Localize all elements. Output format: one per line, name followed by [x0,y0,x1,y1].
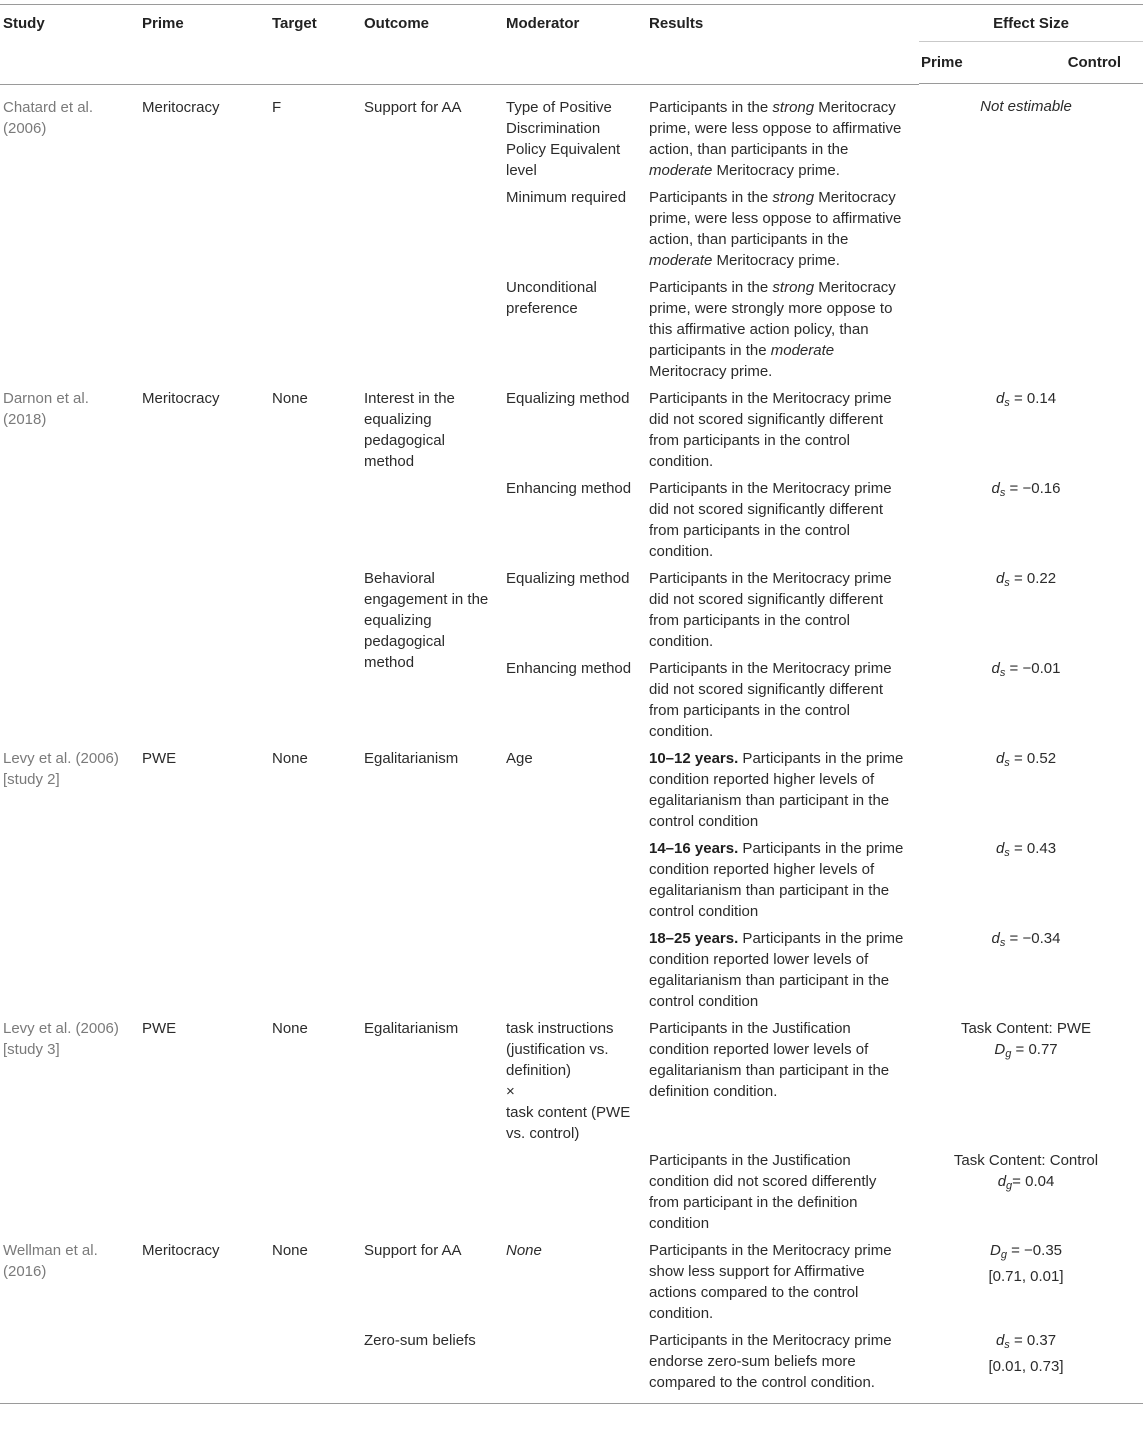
results-cell: Participants in the Meritocracy prime did not scored significantly different from participants in the control condition. [649,389,892,470]
header-study: Study [3,15,45,32]
outcome-cell: Egalitarianism [364,1019,459,1037]
moderator-cell: task instructions (justification vs. definition) × task content (PWE vs. control) [506,1019,631,1142]
effect-cell: $d_s = 0.14$ [995,389,1057,409]
target-cell: None [272,1241,308,1259]
outcome-cell: Egalitarianism [364,749,459,767]
effect-cell: $d_s = -0.16$ [991,479,1061,499]
moderator-cell: Equalizing method [506,389,630,407]
moderator-cell: Age [506,749,533,767]
header-prime: Prime [142,15,184,32]
outcome-cell: Support for AA [364,98,462,116]
table-row [0,1016,1143,1148]
prime-cell: Meritocracy [142,1241,220,1259]
results-cell: Participants in the Justification condition reported lower levels of egalitarianism than participant in the definition condition. [649,1019,890,1100]
effect-cell: $d_s = 0.52$ [995,749,1057,769]
target-cell: None [272,749,308,767]
effect-size-table [0,4,1143,1404]
effect-cell: $d_s = 0.43$ [995,839,1057,859]
outcome-cell: Support for AA [364,1241,462,1259]
study-cell: Levy et al. (2006) [study 2] [3,749,119,788]
effect-cell: $d_s = 0.22$ [995,569,1057,589]
results-cell: 18–25 years. Participants in the prime condition reported lower levels of egalitarianism than participant in the control condition [649,929,904,1010]
outcome-cell: Interest in the equalizing pedagogical method [364,389,455,470]
results-cell: Participants in the Meritocracy prime endorse zero-sum beliefs more compared to the control condition. [649,1331,892,1391]
outcome-cell: Zero-sum beliefs [364,1331,476,1349]
header-target: Target [272,15,317,32]
outcome-cell: Behavioral engagement in the equalizing pedagogical method [364,569,489,671]
results-cell: 10–12 years. Participants in the prime condition reported higher levels of egalitarianism than participant in the control condition [649,749,904,830]
study-cell: Wellman et al. (2016) [3,1241,98,1280]
moderator-cell: Unconditional preference [506,278,597,317]
results-cell: Participants in the Meritocracy prime did not scored significantly different from participants in the control condition. [649,479,892,560]
results-cell: Participants in the Justification condition did not scored differently from participant in the definition condition [649,1151,877,1232]
results-cell: Participants in the Meritocracy prime did not scored significantly different from participants in the control condition. [649,569,892,650]
study-cell: Darnon et al. (2018) [3,389,89,428]
effect-cell: Task Content: PWE $D_g = 0.77$ [960,1019,1092,1060]
prime-cell: PWE [142,1019,177,1037]
header-effect-size: Effect Size [919,5,1143,42]
effect-cell: $d_s = -0.01$ [991,659,1061,679]
results-cell: Participants in the strong Meritocracy prime, were strongly more oppose to this affirmative action policy, than participants in the moderate Meritocracy prime. [649,278,896,380]
target-cell: None [272,389,308,407]
table-row [0,84,1143,185]
moderator-cell: None [506,1241,542,1259]
table-row [0,746,1143,836]
results-cell: 14–16 years. Participants in the prime condition reported higher levels of egalitarianism than participant in the control condition [649,839,904,920]
study-cell: Chatard et al. (2006) [3,98,94,137]
prime-cell: Meritocracy [142,389,220,407]
effect-cell: $d_s = -0.34$ [991,929,1061,949]
results-cell: Participants in the Meritocracy prime did not scored significantly different from participants in the control condition. [649,659,892,740]
effect-cell: Not estimable [980,98,1072,115]
moderator-cell: Enhancing method [506,659,632,677]
moderator-cell: Equalizing method [506,569,630,587]
moderator-cell: Enhancing method [506,479,632,497]
table-header-row [0,5,1143,42]
moderator-cell: Type of Positive Discrimination Policy Equivalent level [506,98,621,179]
target-cell: F [272,98,282,116]
header-outcome: Outcome [364,15,430,32]
effect-cell: $d_s = 0.37$ [0.01, 0.73] [988,1331,1064,1375]
study-cell: Levy et al. (2006) [study 3] [3,1019,119,1058]
effect-cell: Task Content: Control $d_g= 0.04$ [953,1151,1099,1192]
results-cell: Participants in the Meritocracy prime show less support for Affirmative actions compared to the control condition. [649,1241,892,1322]
effect-cell: $D_g = -0.35$ [0.71, 0.01] [988,1241,1064,1285]
prime-cell: PWE [142,749,177,767]
header-effect-prime: Prime [919,42,1040,84]
header-effect-control: Control [1040,42,1143,84]
results-cell: Participants in the strong Meritocracy prime, were less oppose to affirmative action, than participants in the moderate Meritocracy prime. [649,188,902,269]
results-cell: Participants in the strong Meritocracy prime, were less oppose to affirmative action, than participants in the moderate Meritocracy prime. [649,98,902,179]
prime-cell: Meritocracy [142,98,220,116]
target-cell: None [272,1019,308,1037]
header-moderator: Moderator [506,15,580,32]
moderator-cell: Minimum required [506,188,627,206]
table-row [0,1238,1143,1328]
table-row [0,386,1143,476]
header-results: Results [649,15,704,32]
